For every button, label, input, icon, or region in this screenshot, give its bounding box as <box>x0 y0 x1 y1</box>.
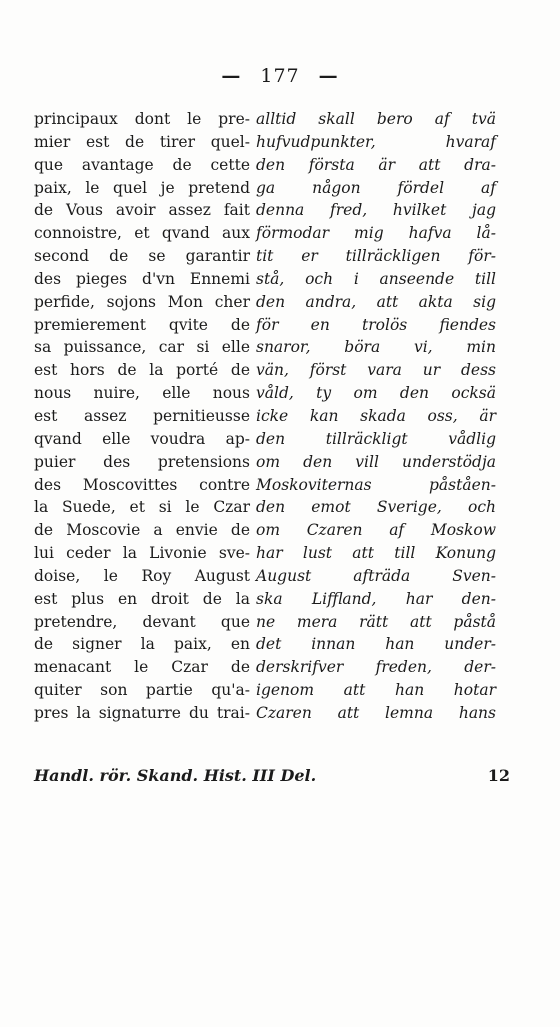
swedish-text-line: om den vill understödja <box>256 452 496 471</box>
french-text-line: second de se garantir <box>34 247 250 266</box>
french-text-line: des Moscovittes contre <box>34 475 250 494</box>
swedish-text-line: ga någon fördel af <box>256 178 496 197</box>
french-text-line: lui ceder la Livonie sve- <box>34 544 250 563</box>
french-column <box>34 108 250 725</box>
swedish-text-line: det innan han under- <box>256 635 496 654</box>
swedish-text-line: tit er tillräckligen för- <box>256 247 496 266</box>
swedish-text-line: den andra, att akta sig <box>256 292 496 311</box>
swedish-text-line: stå, och i anseende till <box>256 269 496 288</box>
french-text-line: doise, le Roy August <box>34 566 250 585</box>
french-text-line: de signer la paix, en <box>34 635 250 654</box>
swedish-text-line: derskrifver freden, der- <box>256 658 496 677</box>
swedish-text-line: Moskoviternas påståen- <box>256 475 496 494</box>
footer-title: Handl. rör. Skand. Hist. III Del. <box>34 766 317 785</box>
french-text-line: puier des pretensions <box>34 452 250 471</box>
swedish-text-line: igenom att han hotar <box>256 681 496 700</box>
swedish-text-line: icke kan skada oss, är <box>256 406 496 425</box>
french-text-line: est hors de la porté de <box>34 361 250 380</box>
french-text-line: premierement qvite de <box>34 315 250 334</box>
page-footer <box>34 764 524 788</box>
swedish-text-line: har lust att till Konung <box>256 544 496 563</box>
french-text-line: qvand elle voudra ap- <box>34 429 250 448</box>
swedish-text-line: den första är att dra- <box>256 155 496 174</box>
french-text-line: des pieges d'vn Ennemi <box>34 269 250 288</box>
swedish-text-line: våld, ty om den ocksä <box>256 384 496 403</box>
swedish-column <box>256 108 496 725</box>
french-text-line: mier est de tirer quel- <box>34 132 250 151</box>
header-dash-right: — <box>318 65 339 87</box>
french-text-line: connoistre, et qvand aux <box>34 224 250 243</box>
swedish-text-line: snaror, böra vi, min <box>256 338 496 357</box>
swedish-text-line: vän, först vara ur dess <box>256 361 496 380</box>
french-text-line: est plus en droit de la <box>34 589 250 608</box>
french-text-line: principaux dont le pre- <box>34 110 250 128</box>
swedish-text-line: hufvudpunkter, hvaraf <box>256 132 496 151</box>
swedish-text-line: för en trolös fiendes <box>256 315 496 334</box>
header-dash-left: — <box>221 65 242 87</box>
french-text-line: nous nuire, elle nous <box>34 384 250 403</box>
swedish-text-line: alltid skall bero af tvä <box>256 110 496 128</box>
swedish-text-line: denna fred, hvilket jag <box>256 201 496 220</box>
page-number: 177 <box>260 65 300 87</box>
french-text-line: que avantage de cette <box>34 155 250 174</box>
french-text-line: de Moscovie a envie de <box>34 521 250 540</box>
swedish-text-line: den tillräckligt vådlig <box>256 429 496 448</box>
french-text-line: la Suede, et si le Czar <box>34 498 250 517</box>
swedish-text-line: om Czaren af Moskow <box>256 521 496 540</box>
signature-mark: 12 <box>487 766 510 785</box>
swedish-text-line: den emot Sverige, och <box>256 498 496 517</box>
swedish-text-line: Czaren att lemna hans <box>256 703 496 722</box>
french-text-line: de Vous avoir assez fait <box>34 201 250 220</box>
french-text-line: est assez pernitieusse <box>34 406 250 425</box>
french-text-line: perfide, sojons Mon cher <box>34 292 250 311</box>
french-text-line: sa puissance, car si elle <box>34 338 250 357</box>
french-text-line: pres la signaturre du trai- <box>34 703 250 722</box>
french-text-line: paix, le quel je pretend <box>34 178 250 197</box>
swedish-text-line: ne mera rätt att påstå <box>256 612 496 631</box>
swedish-text-line: August afträda Sven- <box>256 566 496 585</box>
french-text-line: quiter son partie qu'a- <box>34 681 250 700</box>
swedish-text-line: förmodar mig hafva lå- <box>256 224 496 243</box>
french-text-line: pretendre, devant que <box>34 612 250 631</box>
page-header <box>0 64 560 98</box>
swedish-text-line: ska Liffland, har den- <box>256 589 496 608</box>
french-text-line: menacant le Czar de <box>34 658 250 677</box>
